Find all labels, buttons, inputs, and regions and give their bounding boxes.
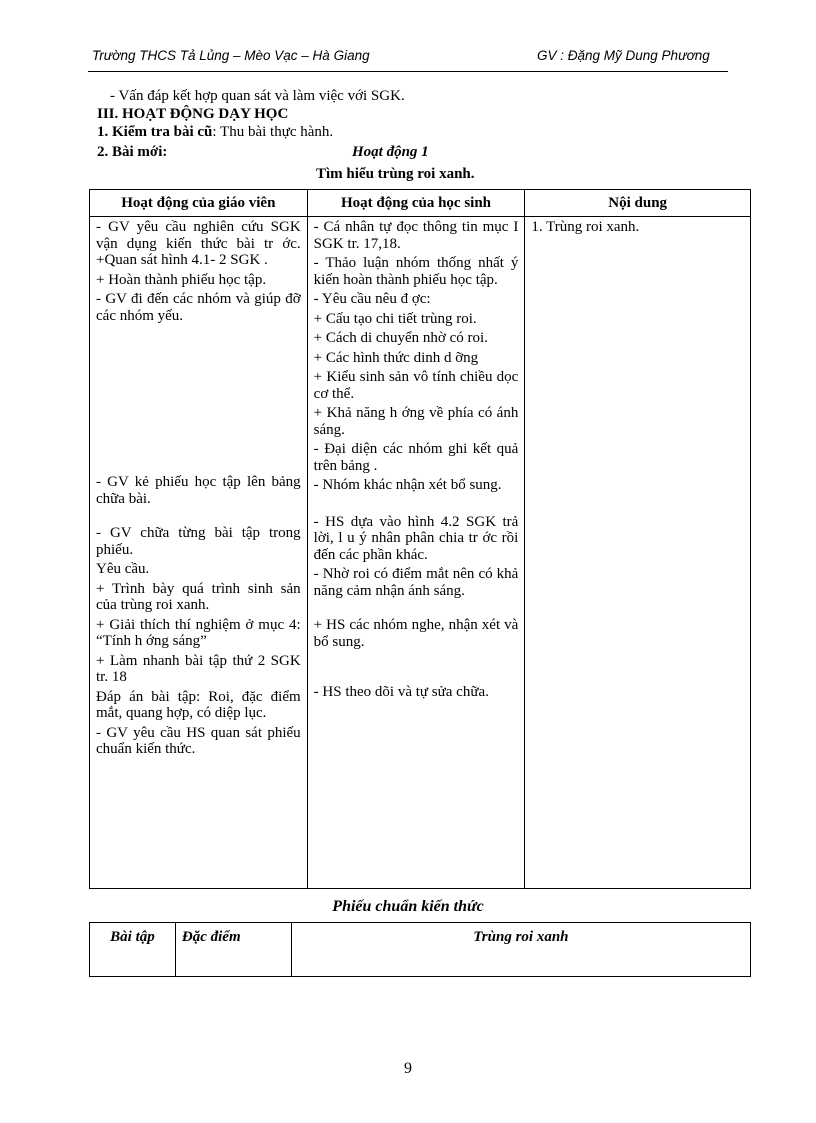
- teacher-item: + Hoàn thành phiếu học tập.: [96, 271, 267, 288]
- col-header-feature: Đặc điểm: [175, 923, 291, 977]
- item-old-lesson: [97, 124, 333, 141]
- student-item: + Khả năng h ớng về phía có ánh sáng.: [313, 405, 519, 438]
- student-item: + Cách di chuyển nhờ có roi.: [313, 330, 488, 346]
- content-cell: [525, 217, 751, 889]
- student-item: + Kiểu sinh sản vô tính chiều dọc cơ thể.: [313, 369, 519, 402]
- teacher-item: Đáp án bài tập: Roi, đặc điểm mắt, quang hợp, có diệp lục.: [96, 688, 301, 721]
- item-old-lesson-label: 1. Kiểm tra bài cũ: [97, 124, 213, 140]
- student-item: - Nhờ roi có điểm mắt nên có khả năng cảm nhận ánh sáng.: [313, 566, 519, 599]
- col-header-teacher: Hoạt động của giáo viên: [90, 190, 308, 217]
- teacher-item: - GV đi đến các nhóm và giúp đỡ các nhóm yếu.: [96, 291, 301, 324]
- student-item: + HS các nhóm nghe, nhận xét và bổ sung.: [313, 617, 519, 650]
- student-item: - Thảo luận nhóm thống nhất ý kiến hoàn thành phiếu học tập.: [313, 255, 519, 288]
- col-header-exercise: Bài tập: [90, 923, 176, 977]
- teacher-item: - GV chữa từng bài tập trong phiếu.: [96, 525, 301, 558]
- section-heading: III. HOẠT ĐỘNG DẠY HỌC: [97, 106, 289, 122]
- student-item: + Cấu tạo chi tiết trùng roi.: [313, 310, 477, 327]
- teacher-item: + Làm nhanh bài tập thứ 2 SGK tr. 18: [96, 652, 301, 685]
- teacher-item: + Giải thích thí nghiệm ở mục 4: “Tính h ớng sáng”: [96, 616, 301, 649]
- student-item: - HS theo dõi và tự sửa chữa.: [313, 684, 489, 700]
- header-rule: [88, 71, 728, 72]
- item-old-lesson-text: : Thu bài thực hành.: [212, 124, 334, 140]
- header-school: Trường THCS Tả Lủng – Mèo Vạc – Hà Giang: [92, 48, 370, 63]
- method-line: - Vấn đáp kết hợp quan sát và làm việc với SGK.: [110, 88, 405, 104]
- page-number: 9: [404, 1060, 412, 1077]
- student-item: - HS dựa vào hình 4.2 SGK trả lời, l u ý nhân phân chia tr ớc rồi đến các phần khác.: [313, 513, 519, 563]
- activity-label: Hoạt động 1: [352, 144, 429, 160]
- col-header-student: Hoạt động của học sinh: [307, 190, 525, 217]
- student-activities-cell: [307, 217, 525, 889]
- col-header-content: Nội dung: [525, 190, 751, 217]
- student-item: + Các hình thức dinh d ỡng: [313, 349, 479, 366]
- activity-title: Tìm hiểu trùng roi xanh.: [316, 166, 475, 182]
- teacher-activities-cell: [90, 217, 308, 889]
- knowledge-sheet-title: Phiếu chuẩn kiến thức: [332, 898, 484, 915]
- item-new-lesson: 2. Bài mới:: [97, 144, 168, 160]
- student-item: - Cá nhân tự đọc thông tin mục I SGK tr. 17,18.: [313, 219, 519, 252]
- teacher-item: Yêu cầu.: [96, 561, 150, 577]
- teacher-item: - GV yêu cầu HS quan sát phiếu chuẩn kiến thức.: [96, 724, 301, 757]
- student-item: - Yêu cầu nêu đ ợc:: [313, 291, 431, 307]
- knowledge-sheet-table: [89, 922, 751, 977]
- student-item: - Nhóm khác nhận xét bổ sung.: [313, 477, 502, 493]
- teacher-item: - GV yêu cầu nghiên cứu SGK vận dụng kiến thức bài tr ớc. +Quan sát hình 4.1- 2 SGK .: [96, 219, 301, 268]
- header-teacher: GV : Đặng Mỹ Dung Phương: [537, 48, 710, 63]
- col-header-euglena: Trùng roi xanh: [291, 923, 750, 977]
- content-item: 1. Trùng roi xanh.: [531, 219, 640, 235]
- student-item: - Đại diện các nhóm ghi kết quả trên bảng .: [313, 441, 519, 474]
- teacher-item: + Trình bày quá trình sinh sản của trùng roi xanh.: [96, 580, 301, 613]
- activity-table: [89, 189, 751, 889]
- teacher-item: - GV kẻ phiếu học tập lên bảng chữa bài.: [96, 474, 301, 507]
